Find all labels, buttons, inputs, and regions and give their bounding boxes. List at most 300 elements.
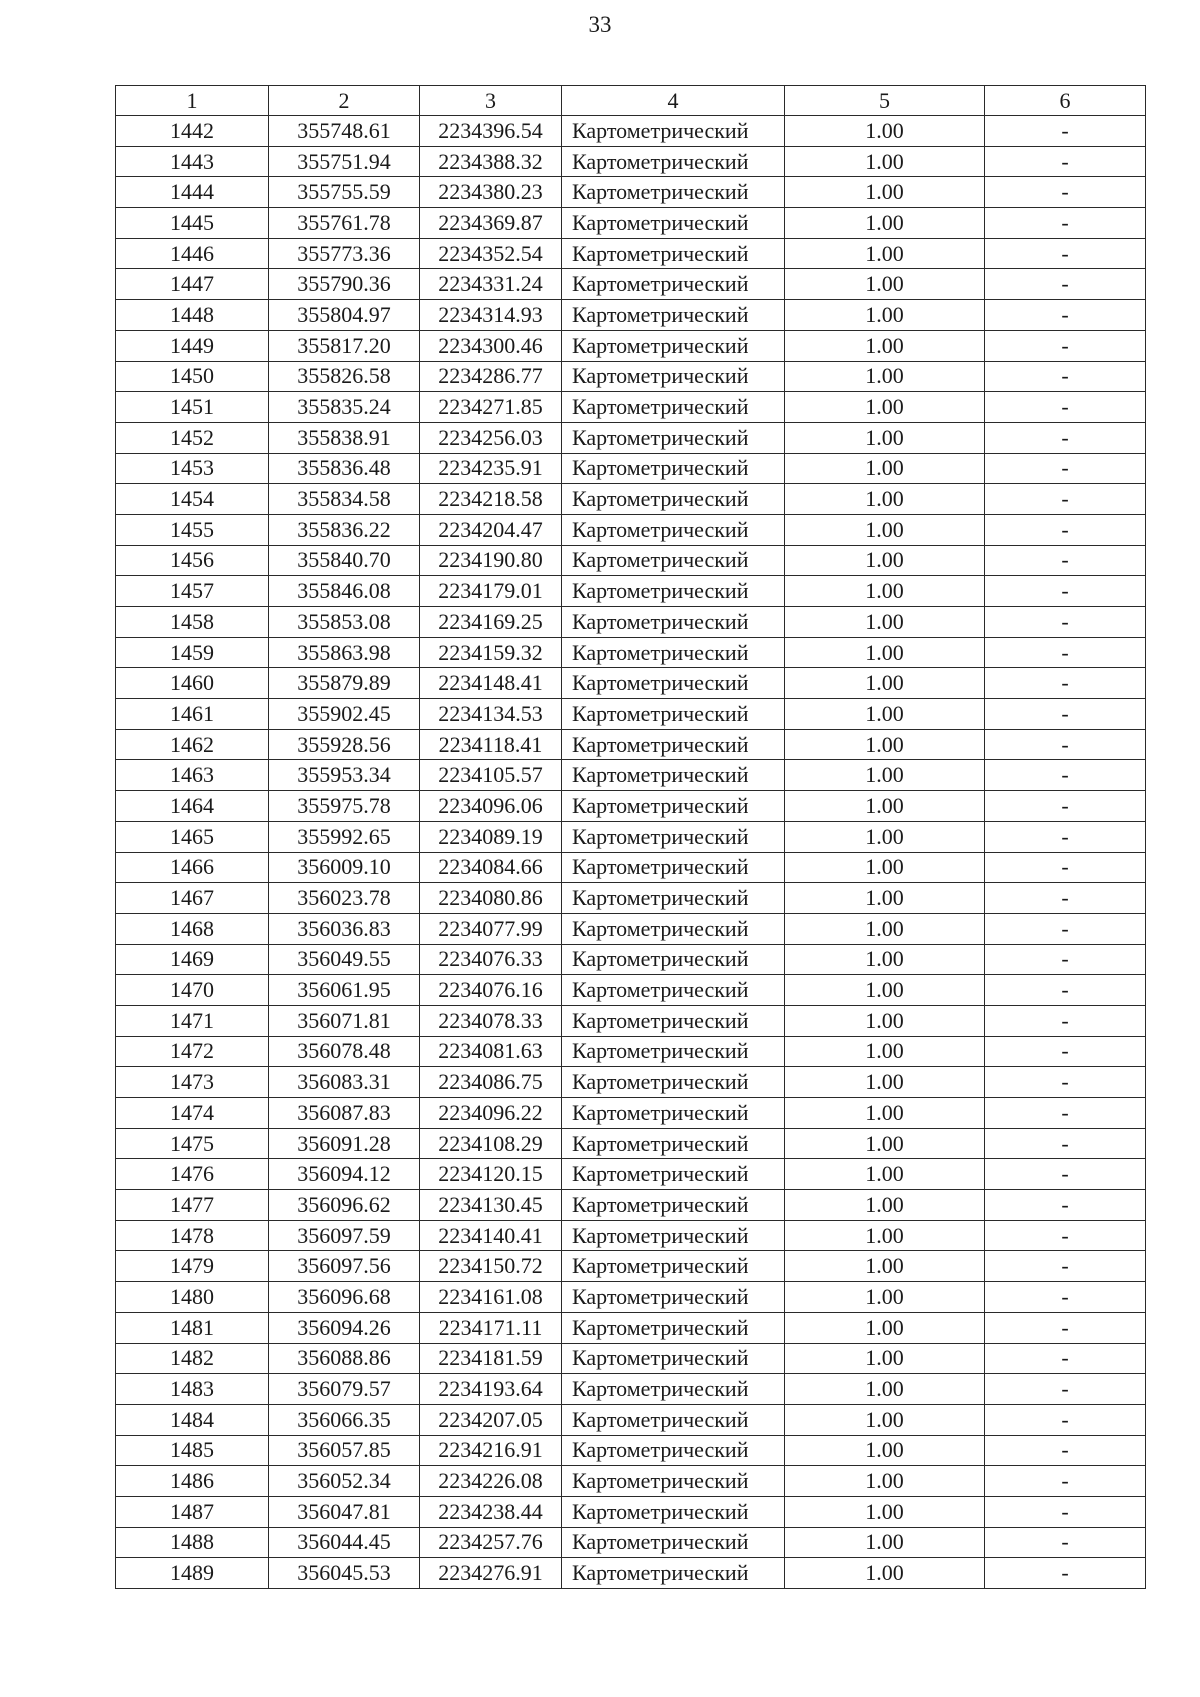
table-row: [116, 146, 1146, 177]
cell-coord-y: 2234078.33: [420, 1005, 562, 1036]
cell-point-number: 1463: [116, 760, 269, 791]
cell-coord-x: 355992.65: [269, 821, 420, 852]
cell-coord-y: 2234388.32: [420, 146, 562, 177]
cell-point-number: 1478: [116, 1220, 269, 1251]
page-number: 33: [588, 12, 612, 37]
cell-point-number: 1479: [116, 1251, 269, 1282]
cell-coord-y: 2234171.11: [420, 1312, 562, 1343]
cell-note: -: [985, 1005, 1146, 1036]
cell-point-number: 1485: [116, 1435, 269, 1466]
cell-coord-x: 355748.61: [269, 116, 420, 147]
cell-note: -: [985, 821, 1146, 852]
cell-method: Картометрический: [562, 238, 785, 269]
cell-accuracy: 1.00: [785, 330, 985, 361]
cell-point-number: 1482: [116, 1343, 269, 1374]
cell-coord-y: 2234256.03: [420, 422, 562, 453]
cell-coord-x: 356061.95: [269, 975, 420, 1006]
table-row: [116, 883, 1146, 914]
cell-method: Картометрический: [562, 883, 785, 914]
cell-coord-y: 2234257.76: [420, 1527, 562, 1558]
table-row: [116, 668, 1146, 699]
cell-accuracy: 1.00: [785, 699, 985, 730]
cell-accuracy: 1.00: [785, 1098, 985, 1129]
cell-method: Картометрический: [562, 116, 785, 147]
cell-accuracy: 1.00: [785, 484, 985, 515]
cell-method: Картометрический: [562, 514, 785, 545]
cell-point-number: 1480: [116, 1282, 269, 1313]
cell-method: Картометрический: [562, 1005, 785, 1036]
cell-method: Картометрический: [562, 1404, 785, 1435]
cell-coord-y: 2234096.22: [420, 1098, 562, 1129]
cell-point-number: 1450: [116, 361, 269, 392]
cell-coord-x: 355846.08: [269, 576, 420, 607]
cell-method: Картометрический: [562, 1251, 785, 1282]
table-row: [116, 1374, 1146, 1405]
cell-coord-y: 2234286.77: [420, 361, 562, 392]
cell-accuracy: 1.00: [785, 1435, 985, 1466]
cell-accuracy: 1.00: [785, 545, 985, 576]
cell-method: Картометрический: [562, 177, 785, 208]
cell-coord-y: 2234096.06: [420, 791, 562, 822]
cell-accuracy: 1.00: [785, 913, 985, 944]
cell-coord-x: 356066.35: [269, 1404, 420, 1435]
cell-point-number: 1477: [116, 1190, 269, 1221]
table-row: [116, 238, 1146, 269]
cell-coord-x: 356036.83: [269, 913, 420, 944]
cell-accuracy: 1.00: [785, 1067, 985, 1098]
header-cell-2: 2: [269, 86, 420, 116]
cell-coord-x: 355790.36: [269, 269, 420, 300]
cell-coord-y: 2234190.80: [420, 545, 562, 576]
cell-note: -: [985, 1558, 1146, 1589]
cell-coord-x: 355773.36: [269, 238, 420, 269]
cell-coord-x: 356096.68: [269, 1282, 420, 1313]
cell-coord-x: 356071.81: [269, 1005, 420, 1036]
cell-method: Картометрический: [562, 208, 785, 239]
cell-point-number: 1455: [116, 514, 269, 545]
cell-accuracy: 1.00: [785, 760, 985, 791]
cell-coord-y: 2234140.41: [420, 1220, 562, 1251]
cell-method: Картометрический: [562, 1558, 785, 1589]
cell-coord-y: 2234396.54: [420, 116, 562, 147]
table-header: [116, 86, 1146, 116]
cell-accuracy: 1.00: [785, 668, 985, 699]
cell-accuracy: 1.00: [785, 1036, 985, 1067]
table-row: [116, 1282, 1146, 1313]
cell-coord-y: 2234105.57: [420, 760, 562, 791]
header-cell-4: 4: [562, 86, 785, 116]
cell-coord-y: 2234380.23: [420, 177, 562, 208]
cell-coord-x: 356049.55: [269, 944, 420, 975]
cell-note: -: [985, 668, 1146, 699]
cell-coord-x: 355975.78: [269, 791, 420, 822]
cell-point-number: 1474: [116, 1098, 269, 1129]
cell-coord-y: 2234077.99: [420, 913, 562, 944]
cell-coord-x: 355836.48: [269, 453, 420, 484]
cell-note: -: [985, 1343, 1146, 1374]
cell-accuracy: 1.00: [785, 944, 985, 975]
cell-coord-x: 355836.22: [269, 514, 420, 545]
cell-accuracy: 1.00: [785, 576, 985, 607]
cell-coord-x: 356078.48: [269, 1036, 420, 1067]
cell-coord-x: 356097.59: [269, 1220, 420, 1251]
cell-accuracy: 1.00: [785, 791, 985, 822]
cell-note: -: [985, 392, 1146, 423]
cell-note: -: [985, 177, 1146, 208]
cell-method: Картометрический: [562, 668, 785, 699]
cell-coord-x: 355928.56: [269, 729, 420, 760]
cell-method: Картометрический: [562, 729, 785, 760]
cell-note: -: [985, 576, 1146, 607]
cell-accuracy: 1.00: [785, 1220, 985, 1251]
cell-accuracy: 1.00: [785, 422, 985, 453]
cell-note: -: [985, 1220, 1146, 1251]
cell-accuracy: 1.00: [785, 729, 985, 760]
cell-accuracy: 1.00: [785, 514, 985, 545]
cell-note: -: [985, 1527, 1146, 1558]
cell-point-number: 1444: [116, 177, 269, 208]
header-cell-6: 6: [985, 86, 1146, 116]
cell-method: Картометрический: [562, 913, 785, 944]
cell-method: Картометрический: [562, 1466, 785, 1497]
cell-point-number: 1466: [116, 852, 269, 883]
cell-coord-x: 356057.85: [269, 1435, 420, 1466]
cell-accuracy: 1.00: [785, 116, 985, 147]
cell-note: -: [985, 852, 1146, 883]
cell-method: Картометрический: [562, 1128, 785, 1159]
cell-accuracy: 1.00: [785, 1190, 985, 1221]
cell-note: -: [985, 545, 1146, 576]
cell-coord-y: 2234076.16: [420, 975, 562, 1006]
cell-method: Картометрический: [562, 821, 785, 852]
cell-method: Картометрический: [562, 1435, 785, 1466]
cell-coord-y: 2234134.53: [420, 699, 562, 730]
cell-coord-y: 2234276.91: [420, 1558, 562, 1589]
cell-coord-y: 2234081.63: [420, 1036, 562, 1067]
cell-coord-x: 355879.89: [269, 668, 420, 699]
cell-method: Картометрический: [562, 545, 785, 576]
cell-coord-x: 355834.58: [269, 484, 420, 515]
table-row: [116, 1312, 1146, 1343]
cell-point-number: 1442: [116, 116, 269, 147]
cell-coord-x: 356094.26: [269, 1312, 420, 1343]
cell-coord-y: 2234150.72: [420, 1251, 562, 1282]
cell-method: Картометрический: [562, 269, 785, 300]
cell-accuracy: 1.00: [785, 361, 985, 392]
cell-accuracy: 1.00: [785, 1251, 985, 1282]
table-row: [116, 1159, 1146, 1190]
cell-accuracy: 1.00: [785, 1159, 985, 1190]
cell-note: -: [985, 975, 1146, 1006]
cell-coord-x: 356023.78: [269, 883, 420, 914]
cell-note: -: [985, 484, 1146, 515]
cell-method: Картометрический: [562, 944, 785, 975]
cell-coord-y: 2234369.87: [420, 208, 562, 239]
cell-accuracy: 1.00: [785, 852, 985, 883]
cell-coord-y: 2234108.29: [420, 1128, 562, 1159]
cell-point-number: 1445: [116, 208, 269, 239]
table-row: [116, 1067, 1146, 1098]
header-cell-1: 1: [116, 86, 269, 116]
cell-point-number: 1468: [116, 913, 269, 944]
cell-method: Картометрический: [562, 576, 785, 607]
cell-method: Картометрический: [562, 1159, 785, 1190]
cell-note: -: [985, 1404, 1146, 1435]
cell-note: -: [985, 1098, 1146, 1129]
cell-method: Картометрический: [562, 361, 785, 392]
table-row: [116, 699, 1146, 730]
cell-coord-x: 356083.31: [269, 1067, 420, 1098]
cell-point-number: 1469: [116, 944, 269, 975]
cell-coord-x: 355817.20: [269, 330, 420, 361]
cell-method: Картометрический: [562, 300, 785, 331]
table-row: [116, 1404, 1146, 1435]
cell-coord-x: 356044.45: [269, 1527, 420, 1558]
cell-accuracy: 1.00: [785, 975, 985, 1006]
cell-coord-y: 2234204.47: [420, 514, 562, 545]
cell-point-number: 1484: [116, 1404, 269, 1435]
cell-method: Картометрический: [562, 1036, 785, 1067]
cell-point-number: 1476: [116, 1159, 269, 1190]
cell-coord-y: 2234089.19: [420, 821, 562, 852]
cell-method: Картометрический: [562, 146, 785, 177]
cell-note: -: [985, 238, 1146, 269]
cell-coord-y: 2234193.64: [420, 1374, 562, 1405]
table-row: [116, 208, 1146, 239]
cell-accuracy: 1.00: [785, 883, 985, 914]
cell-note: -: [985, 1466, 1146, 1497]
cell-point-number: 1471: [116, 1005, 269, 1036]
cell-accuracy: 1.00: [785, 607, 985, 638]
cell-coord-x: 355751.94: [269, 146, 420, 177]
table-row: [116, 1220, 1146, 1251]
cell-method: Картометрический: [562, 484, 785, 515]
cell-coord-y: 2234207.05: [420, 1404, 562, 1435]
cell-accuracy: 1.00: [785, 1558, 985, 1589]
cell-method: Картометрический: [562, 1220, 785, 1251]
cell-note: -: [985, 944, 1146, 975]
cell-coord-x: 356087.83: [269, 1098, 420, 1129]
cell-point-number: 1459: [116, 637, 269, 668]
cell-coord-x: 355826.58: [269, 361, 420, 392]
cell-accuracy: 1.00: [785, 1128, 985, 1159]
cell-note: -: [985, 361, 1146, 392]
cell-note: -: [985, 760, 1146, 791]
cell-coord-y: 2234076.33: [420, 944, 562, 975]
cell-point-number: 1458: [116, 607, 269, 638]
cell-note: -: [985, 913, 1146, 944]
table-row: [116, 484, 1146, 515]
cell-method: Картометрический: [562, 1098, 785, 1129]
table-row: [116, 514, 1146, 545]
cell-coord-y: 2234271.85: [420, 392, 562, 423]
cell-note: -: [985, 1496, 1146, 1527]
cell-method: Картометрический: [562, 1312, 785, 1343]
cell-point-number: 1452: [116, 422, 269, 453]
cell-coord-y: 2234148.41: [420, 668, 562, 699]
cell-accuracy: 1.00: [785, 1005, 985, 1036]
cell-coord-x: 356052.34: [269, 1466, 420, 1497]
table-row: [116, 1005, 1146, 1036]
cell-coord-x: 356047.81: [269, 1496, 420, 1527]
header-cell-3: 3: [420, 86, 562, 116]
cell-coord-y: 2234086.75: [420, 1067, 562, 1098]
cell-coord-y: 2234084.66: [420, 852, 562, 883]
cell-method: Картометрический: [562, 699, 785, 730]
cell-coord-x: 356091.28: [269, 1128, 420, 1159]
cell-point-number: 1456: [116, 545, 269, 576]
cell-note: -: [985, 116, 1146, 147]
table-row: [116, 300, 1146, 331]
table-row: [116, 637, 1146, 668]
cell-point-number: 1467: [116, 883, 269, 914]
table-row: [116, 1435, 1146, 1466]
cell-coord-y: 2234218.58: [420, 484, 562, 515]
cell-point-number: 1464: [116, 791, 269, 822]
cell-coord-y: 2234080.86: [420, 883, 562, 914]
cell-coord-y: 2234130.45: [420, 1190, 562, 1221]
cell-coord-x: 356094.12: [269, 1159, 420, 1190]
cell-point-number: 1472: [116, 1036, 269, 1067]
cell-point-number: 1446: [116, 238, 269, 269]
cell-coord-y: 2234179.01: [420, 576, 562, 607]
cell-method: Картометрический: [562, 1496, 785, 1527]
coordinates-table: [115, 85, 1146, 1589]
cell-coord-x: 356079.57: [269, 1374, 420, 1405]
cell-note: -: [985, 1128, 1146, 1159]
cell-note: -: [985, 791, 1146, 822]
cell-note: -: [985, 1159, 1146, 1190]
cell-note: -: [985, 453, 1146, 484]
table-row: [116, 576, 1146, 607]
cell-note: -: [985, 330, 1146, 361]
cell-accuracy: 1.00: [785, 453, 985, 484]
cell-point-number: 1481: [116, 1312, 269, 1343]
cell-coord-y: 2234238.44: [420, 1496, 562, 1527]
cell-coord-y: 2234235.91: [420, 453, 562, 484]
cell-coord-x: 355755.59: [269, 177, 420, 208]
cell-note: -: [985, 146, 1146, 177]
table-row: [116, 269, 1146, 300]
cell-coord-y: 2234352.54: [420, 238, 562, 269]
cell-note: -: [985, 208, 1146, 239]
cell-coord-y: 2234314.93: [420, 300, 562, 331]
cell-point-number: 1487: [116, 1496, 269, 1527]
table-row: [116, 1496, 1146, 1527]
table-row: [116, 1098, 1146, 1129]
cell-point-number: 1447: [116, 269, 269, 300]
cell-point-number: 1488: [116, 1527, 269, 1558]
cell-note: -: [985, 1374, 1146, 1405]
cell-note: -: [985, 1251, 1146, 1282]
cell-accuracy: 1.00: [785, 1404, 985, 1435]
cell-coord-x: 355835.24: [269, 392, 420, 423]
cell-note: -: [985, 607, 1146, 638]
cell-accuracy: 1.00: [785, 300, 985, 331]
cell-coord-y: 2234120.15: [420, 1159, 562, 1190]
cell-accuracy: 1.00: [785, 269, 985, 300]
cell-coord-y: 2234181.59: [420, 1343, 562, 1374]
cell-method: Картометрический: [562, 422, 785, 453]
cell-note: -: [985, 269, 1146, 300]
cell-accuracy: 1.00: [785, 146, 985, 177]
table-row: [116, 361, 1146, 392]
cell-note: -: [985, 637, 1146, 668]
table-row: [116, 1190, 1146, 1221]
table-row: [116, 913, 1146, 944]
cell-method: Картометрический: [562, 392, 785, 423]
cell-point-number: 1462: [116, 729, 269, 760]
cell-method: Картометрический: [562, 975, 785, 1006]
cell-accuracy: 1.00: [785, 637, 985, 668]
cell-point-number: 1460: [116, 668, 269, 699]
cell-point-number: 1465: [116, 821, 269, 852]
table-row: [116, 944, 1146, 975]
cell-accuracy: 1.00: [785, 1312, 985, 1343]
cell-method: Картометрический: [562, 1282, 785, 1313]
cell-point-number: 1461: [116, 699, 269, 730]
table-row: [116, 975, 1146, 1006]
table-row: [116, 791, 1146, 822]
cell-point-number: 1483: [116, 1374, 269, 1405]
cell-accuracy: 1.00: [785, 1343, 985, 1374]
cell-coord-y: 2234161.08: [420, 1282, 562, 1313]
cell-coord-x: 356096.62: [269, 1190, 420, 1221]
cell-method: Картометрический: [562, 791, 785, 822]
cell-note: -: [985, 729, 1146, 760]
cell-coord-x: 355853.08: [269, 607, 420, 638]
table-row: [116, 177, 1146, 208]
table-row: [116, 116, 1146, 147]
table-row: [116, 1558, 1146, 1589]
cell-coord-y: 2234159.32: [420, 637, 562, 668]
cell-method: Картометрический: [562, 637, 785, 668]
table-row: [116, 729, 1146, 760]
cell-coord-y: 2234169.25: [420, 607, 562, 638]
cell-note: -: [985, 422, 1146, 453]
table-row: [116, 821, 1146, 852]
cell-coord-y: 2234216.91: [420, 1435, 562, 1466]
cell-method: Картометрический: [562, 760, 785, 791]
cell-coord-x: 355953.34: [269, 760, 420, 791]
cell-method: Картометрический: [562, 1067, 785, 1098]
cell-note: -: [985, 699, 1146, 730]
cell-coord-y: 2234118.41: [420, 729, 562, 760]
cell-accuracy: 1.00: [785, 1527, 985, 1558]
cell-point-number: 1449: [116, 330, 269, 361]
cell-coord-x: 355838.91: [269, 422, 420, 453]
cell-method: Картометрический: [562, 852, 785, 883]
cell-coord-x: 355840.70: [269, 545, 420, 576]
cell-coord-x: 356097.56: [269, 1251, 420, 1282]
cell-coord-x: 355902.45: [269, 699, 420, 730]
cell-note: -: [985, 1282, 1146, 1313]
cell-coord-x: 356088.86: [269, 1343, 420, 1374]
table-row: [116, 545, 1146, 576]
cell-accuracy: 1.00: [785, 208, 985, 239]
cell-point-number: 1453: [116, 453, 269, 484]
cell-coord-x: 355804.97: [269, 300, 420, 331]
table-row: [116, 760, 1146, 791]
cell-accuracy: 1.00: [785, 821, 985, 852]
cell-note: -: [985, 883, 1146, 914]
cell-coord-y: 2234226.08: [420, 1466, 562, 1497]
cell-note: -: [985, 1435, 1146, 1466]
cell-coord-x: 356009.10: [269, 852, 420, 883]
table-row: [116, 330, 1146, 361]
cell-point-number: 1457: [116, 576, 269, 607]
cell-method: Картометрический: [562, 1343, 785, 1374]
